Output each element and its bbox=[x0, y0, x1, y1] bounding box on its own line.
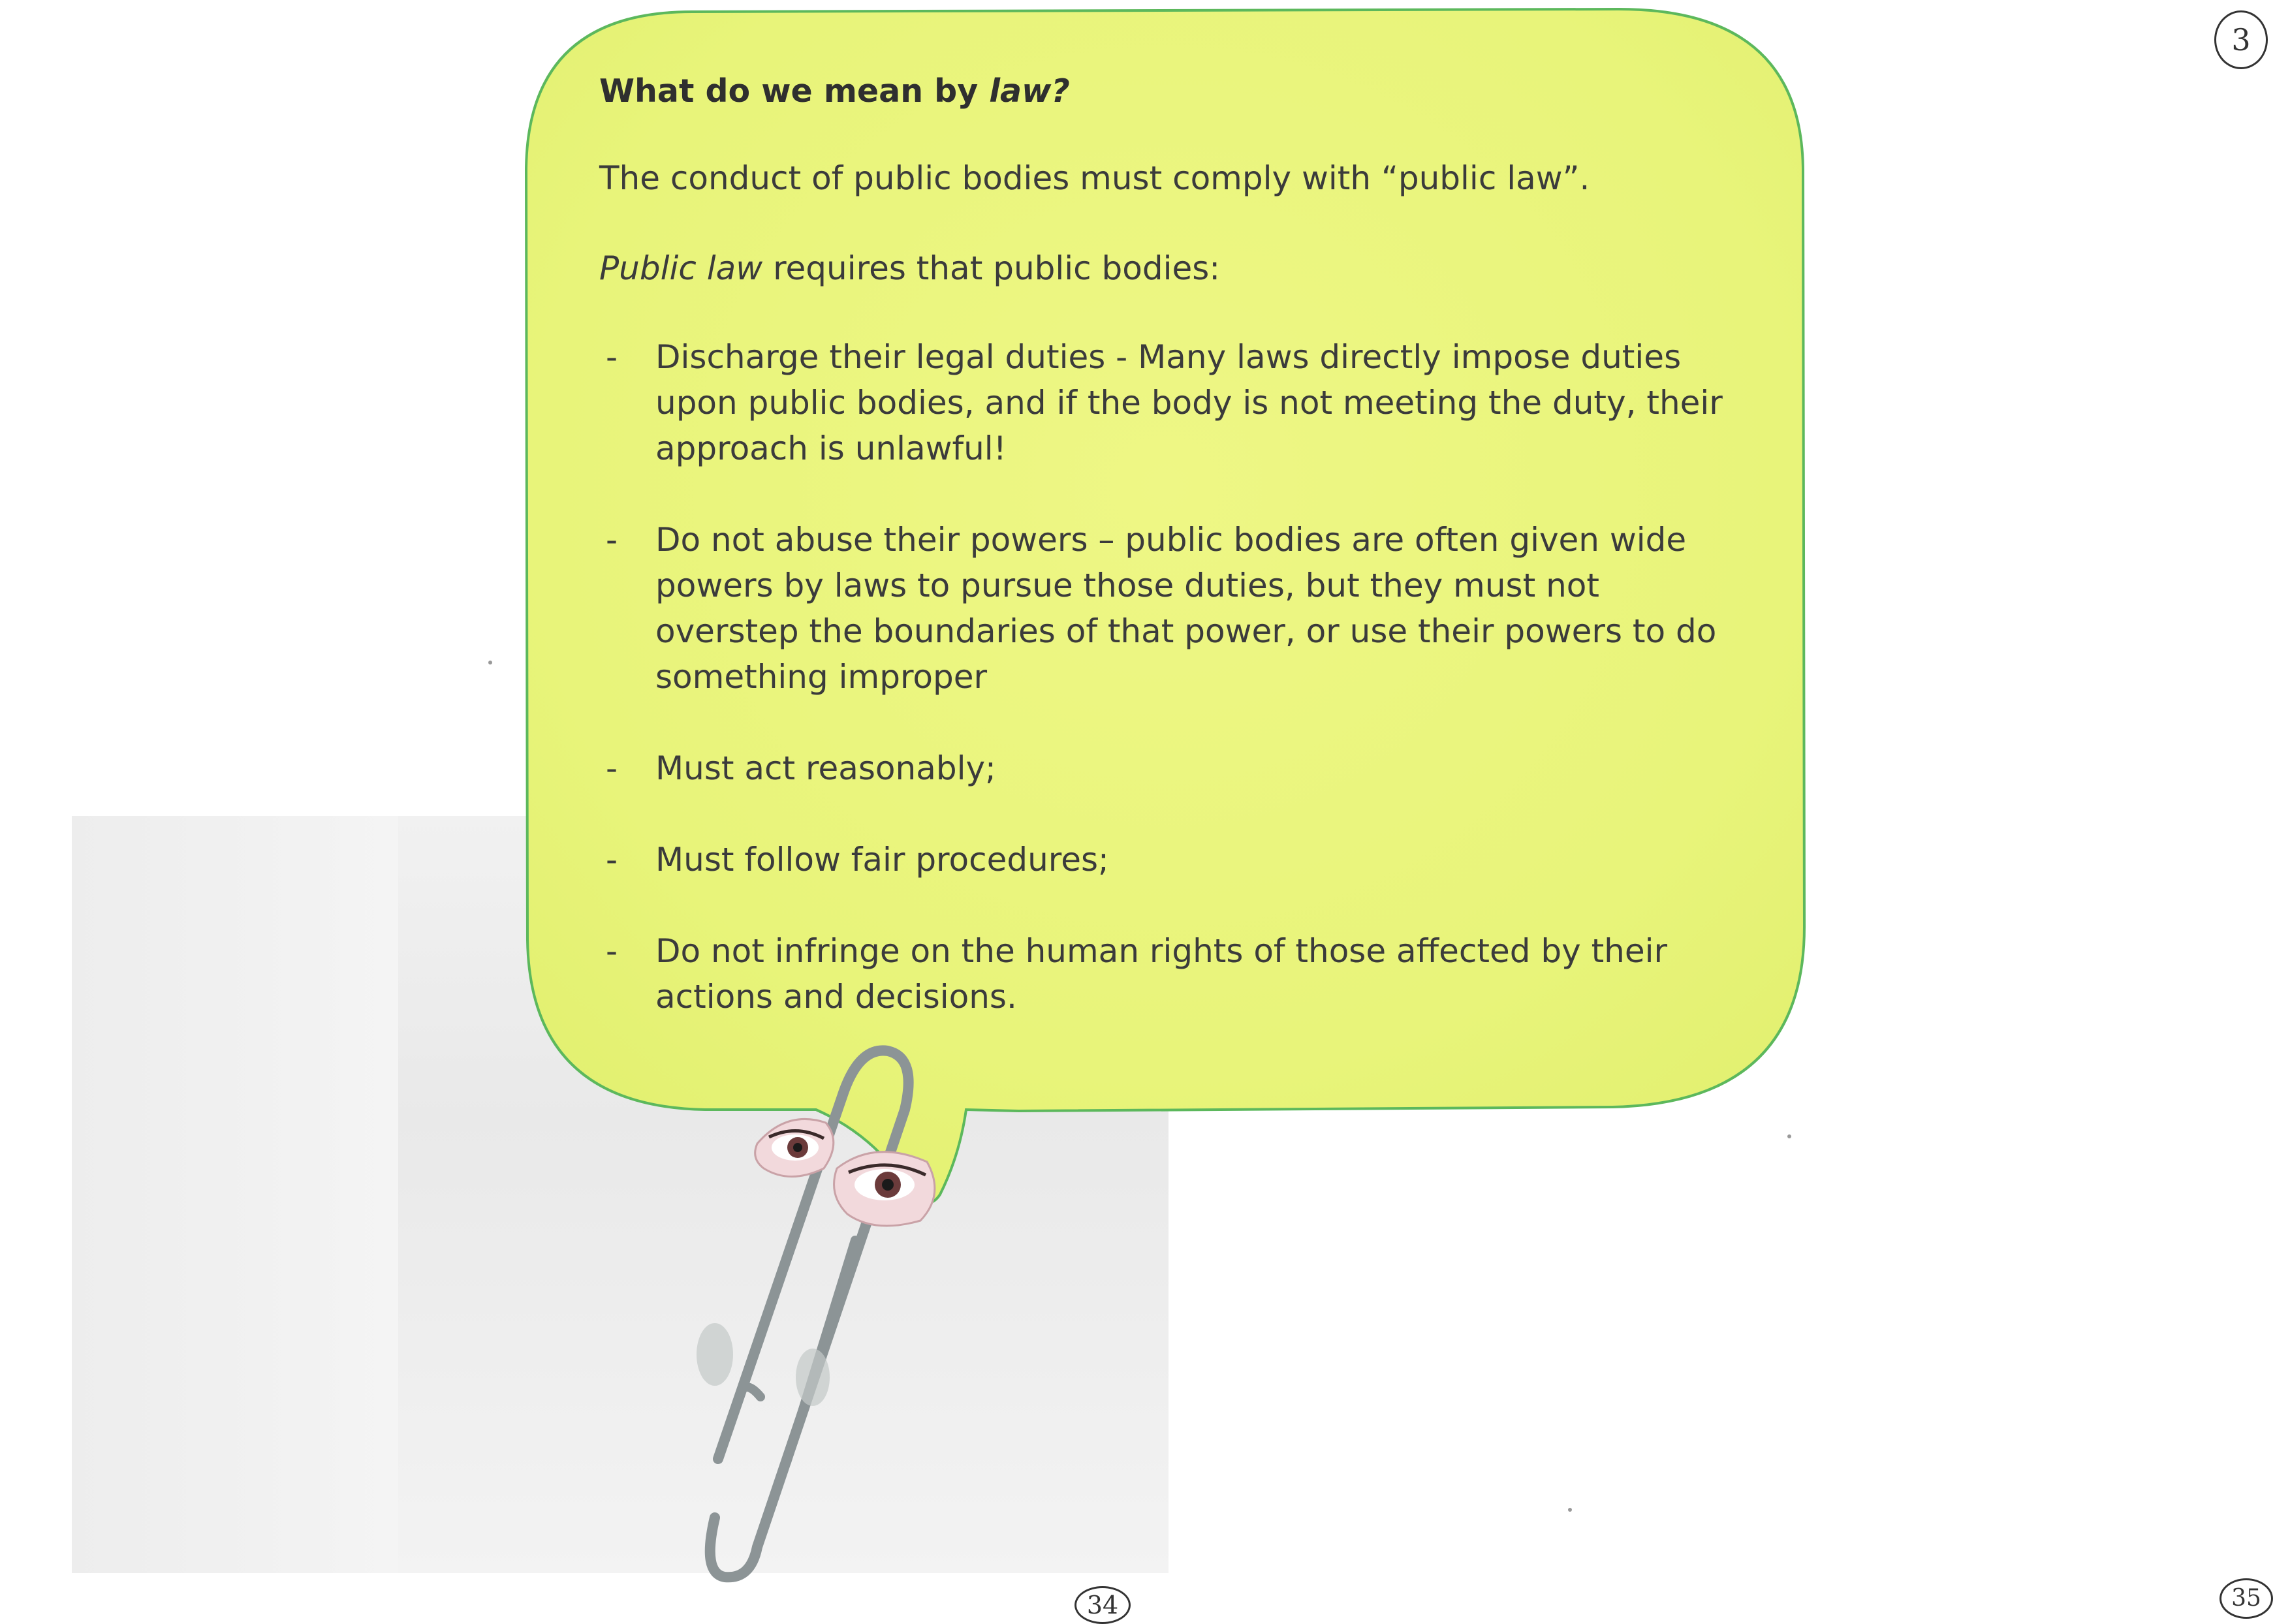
list-bullet: - bbox=[606, 338, 618, 376]
requirements-list bbox=[599, 334, 1735, 1020]
heading bbox=[599, 65, 1735, 117]
list-bullet: - bbox=[606, 841, 618, 879]
scan-speck bbox=[488, 661, 492, 664]
list-item bbox=[599, 517, 1735, 700]
list-item bbox=[599, 334, 1735, 471]
bubble-content bbox=[599, 65, 1735, 1065]
list-bullet: - bbox=[606, 749, 618, 787]
paperclip-shadow-2 bbox=[796, 1349, 830, 1406]
list-bullet: - bbox=[606, 521, 618, 559]
heading-text: What do we mean by bbox=[599, 72, 990, 110]
page-number-top-right: 3 bbox=[2214, 10, 2268, 69]
requires-emphasis: Public law bbox=[599, 249, 763, 287]
list-item-text: Do not abuse their powers – public bodies are often given wide powers by laws to pursue those duties, but they must not overstep the boundaries of that power, or use their powers to do something improper bbox=[655, 521, 1717, 696]
list-item-text: Must act reasonably; bbox=[655, 749, 996, 787]
paperclip-shadow-1 bbox=[697, 1323, 733, 1386]
requires-text: requires that public bodies: bbox=[762, 249, 1221, 287]
list-item bbox=[599, 745, 1735, 791]
list-item bbox=[599, 837, 1735, 882]
page-number-bottom-center: 34 bbox=[1074, 1586, 1131, 1624]
paperclip-inner bbox=[718, 1387, 761, 1459]
list-bullet: - bbox=[606, 932, 618, 970]
paperclip-with-eyes-icon bbox=[697, 1050, 935, 1577]
requires-paragraph bbox=[599, 245, 1735, 291]
intro-paragraph: The conduct of public bodies must comply with “public law”. bbox=[599, 159, 1590, 197]
heading-emphasis: law? bbox=[989, 72, 1070, 110]
list-item-text: Must follow fair procedures; bbox=[655, 841, 1109, 879]
page-number-bottom-right: 35 bbox=[2219, 1578, 2273, 1619]
scan-speck bbox=[1787, 1134, 1791, 1138]
scan-speck bbox=[1568, 1508, 1572, 1512]
paperclip-line bbox=[787, 1240, 855, 1462]
list-item-text: Discharge their legal duties - Many laws directly impose duties upon public bodies, and if the body is not meeting the duty, their approach is unlawful! bbox=[655, 338, 1723, 467]
eye-left-icon bbox=[755, 1119, 834, 1176]
list-item-text: Do not infringe on the human rights of those affected by their actions and decisions. bbox=[655, 932, 1668, 1016]
list-item bbox=[599, 928, 1735, 1020]
eye-right-icon bbox=[834, 1152, 935, 1226]
